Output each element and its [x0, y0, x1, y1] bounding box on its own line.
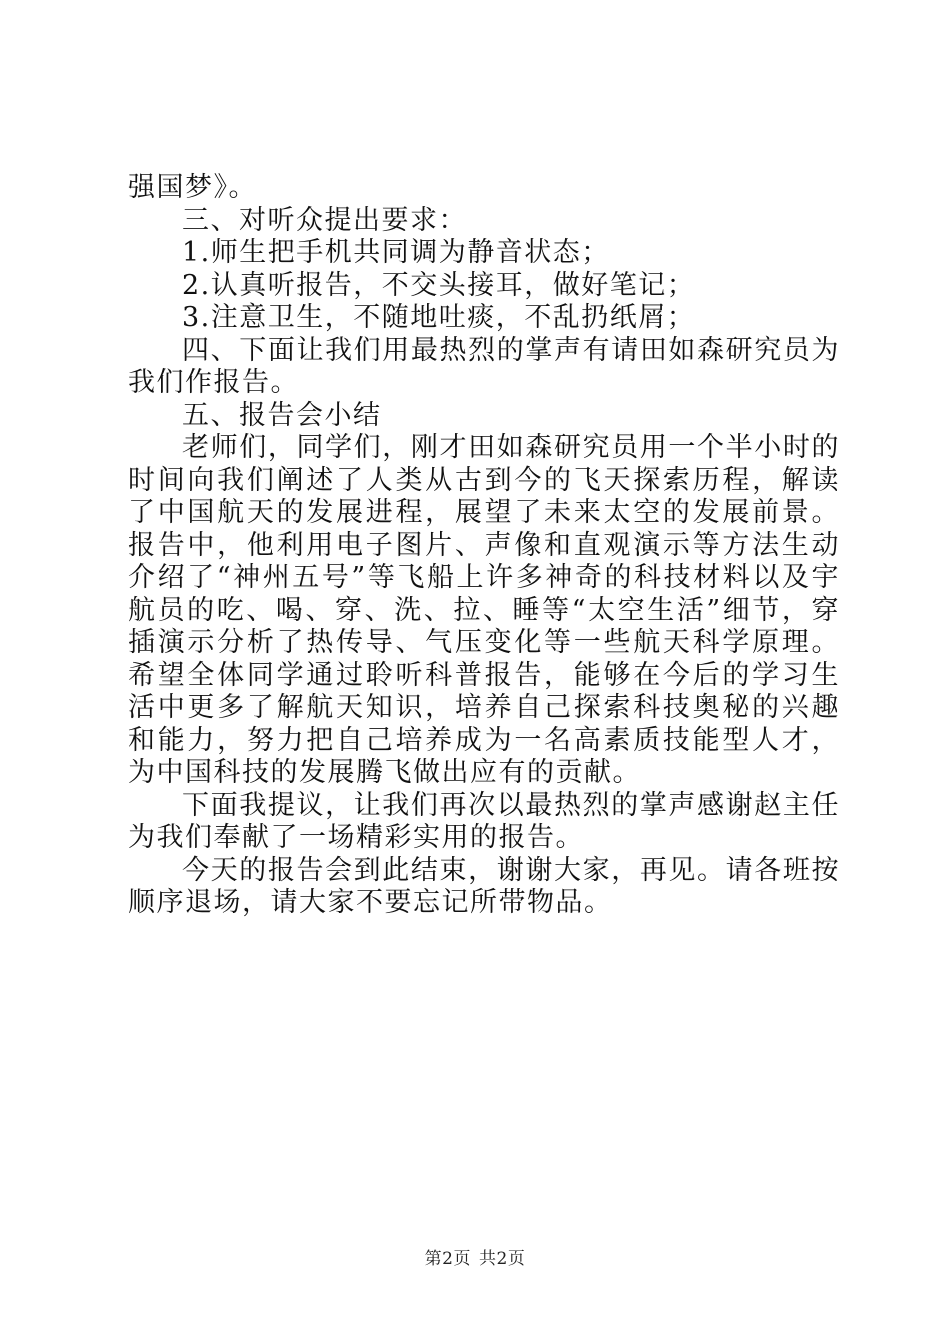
- requirement-item-2: 2.认真听报告，不交头接耳，做好笔记；: [182, 269, 696, 301]
- summary-paragraph: 老师们，同学们，刚才田如森研究员用一个半小时的时间向我们阐述了人类从古到今的飞天探索历程，解读了中国航天的发展进程，展望了未来太空的发展前景。报告中，他利用电子图片、声像和直观演示等方法生动介绍了“神州五号”等飞船上许多神奇的科技材料以及宇航员的吃、喝、穿、洗、拉、睡等“太空生活”细节，穿插演示分析了热传导、气压变化等一些航天科学原理。希望全体同学通过聆听科普报告，能够在今后的学习生活中更多了解航天知识，培养自己探索科技奥秘的兴趣和能力，努力把自己培养成为一名高素质技能型人才，为中国科技的发展腾飞做出应有的贡献。: [128, 432, 840, 788]
- requirement-item-3: 3.注意卫生，不随地吐痰，不乱扔纸屑；: [182, 302, 696, 333]
- page-total: 共2页: [479, 1249, 526, 1269]
- requirement-item-1: 1.师生把手机共同调为静音状态；: [182, 237, 610, 268]
- section-invite-speaker: 四、下面让我们用最热烈的掌声有请田如森研究员为我们作报告。: [128, 334, 840, 398]
- paragraph-continuation: 强国梦》。: [128, 172, 257, 203]
- page-number: 第2页: [424, 1249, 471, 1269]
- closing-paragraph: 今天的报告会到此结束，谢谢大家，再见。请各班按顺序退场，请大家不要忘记所带物品。: [128, 854, 840, 918]
- page-footer: [0, 1244, 950, 1269]
- section-heading-summary: 五、报告会小结: [182, 399, 382, 431]
- thanks-paragraph: 下面我提议，让我们再次以最热烈的掌声感谢赵主任为我们奉献了一场精彩实用的报告。: [128, 789, 840, 853]
- section-heading-audience-requirements: 三、对听众提出要求：: [182, 204, 467, 236]
- document-body: [128, 172, 840, 920]
